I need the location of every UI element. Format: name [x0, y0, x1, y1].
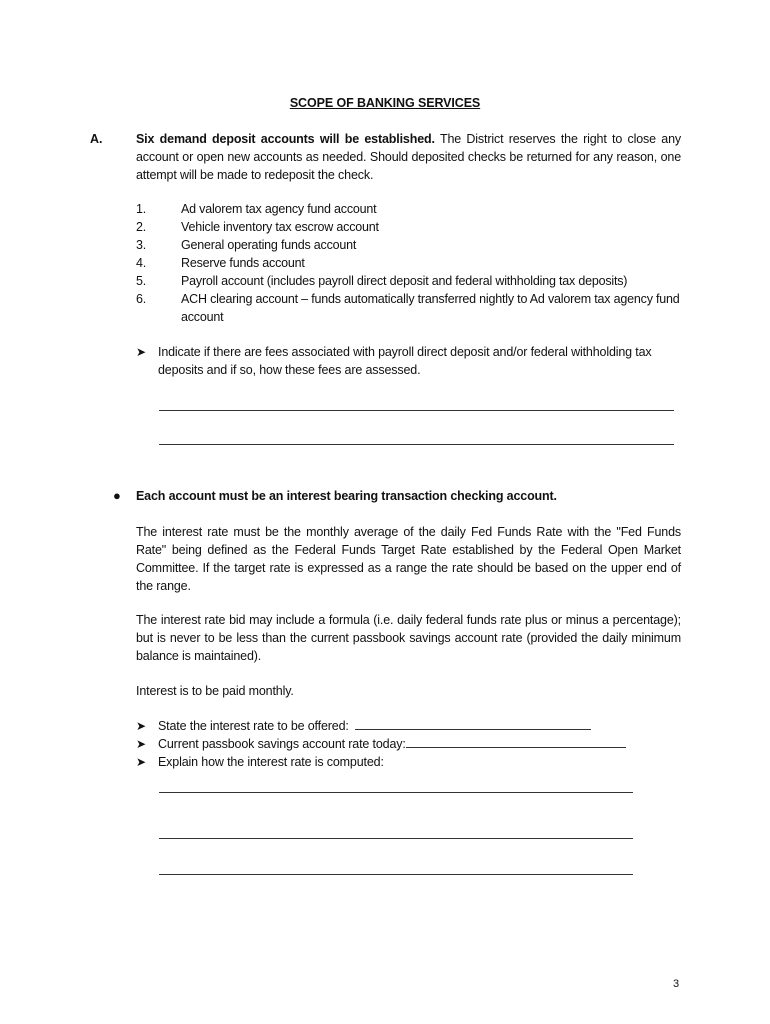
computation-answer-line-3[interactable]	[159, 874, 633, 875]
page-title: SCOPE OF BANKING SERVICES	[289, 96, 481, 110]
list-item-text: Reserve funds account	[181, 256, 305, 270]
list-item-text: ACH clearing account – funds automatically transferred nightly to Ad valorem tax agency fund account	[181, 292, 680, 324]
list-item-number: 2.	[136, 220, 147, 234]
passbook-rate-prompt-text: Current passbook savings account rate today:	[158, 737, 406, 751]
list-item	[136, 218, 681, 236]
arrow-bullet-icon: ➤	[136, 345, 146, 359]
interest-computation-prompt	[136, 753, 384, 771]
arrow-bullet-icon: ➤	[136, 719, 146, 733]
list-item-number: 1.	[136, 202, 147, 216]
interest-paragraph-3: Interest is to be paid monthly.	[136, 684, 294, 698]
page-number: 3	[673, 978, 680, 990]
interest-paragraph-1: The interest rate must be the monthly average of the daily Fed Funds Rate with the "Fed Funds Rate" being defined as the Federal Funds Target Rate established by the Federal Open Market Committee. If the target rate is expressed as a range the rate should be based on the upper end of the range.	[136, 525, 681, 593]
list-item	[136, 200, 681, 218]
section-a-heading: Six demand deposit accounts will be established.	[136, 132, 435, 146]
list-item-number: 5.	[136, 274, 147, 288]
fees-prompt-text: Indicate if there are fees associated with payroll direct deposit and/or federal withholding tax deposits and if so, how these fees are assessed.	[158, 345, 652, 377]
interest-computation-prompt-text: Explain how the interest rate is computed:	[158, 755, 384, 769]
arrow-bullet-icon: ➤	[136, 755, 146, 769]
interest-rate-prompt	[136, 717, 591, 735]
accounts-list	[136, 200, 681, 326]
fees-prompt	[136, 343, 681, 379]
list-item-number: 4.	[136, 256, 147, 270]
list-item-text: Ad valorem tax agency fund account	[181, 202, 377, 216]
list-item-text: General operating funds account	[181, 238, 357, 252]
fees-answer-line-1[interactable]	[159, 410, 674, 411]
list-item	[136, 290, 681, 326]
section-a-text: The District reserves the right to close any account or open new accounts as needed. Should deposited checks be returned for any reason, one attempt will be made to redeposit the check.	[136, 132, 682, 182]
list-item-number: 6.	[136, 292, 147, 306]
computation-answer-line-1[interactable]	[159, 792, 633, 793]
interest-paragraph-2: The interest rate bid may include a formula (i.e. daily federal funds rate plus or minus a percentage); but is never to be less than the current passbook savings account rate (provided the daily minimum balance is maintained).	[136, 613, 681, 663]
bullet-icon: ●	[113, 488, 121, 503]
list-item	[136, 254, 681, 272]
interest-rate-answer-line[interactable]	[355, 717, 591, 730]
list-item	[136, 272, 681, 290]
list-item	[136, 236, 681, 254]
passbook-rate-prompt	[136, 735, 626, 753]
interest-heading: Each account must be an interest bearing transaction checking account.	[136, 489, 557, 503]
arrow-bullet-icon: ➤	[136, 737, 146, 751]
list-item-number: 3.	[136, 238, 147, 252]
fees-answer-line-2[interactable]	[159, 444, 674, 445]
computation-answer-line-2[interactable]	[159, 838, 633, 839]
list-item-text: Payroll account (includes payroll direct deposit and federal withholding tax deposits)	[181, 274, 628, 288]
interest-rate-prompt-text: State the interest rate to be offered:	[158, 719, 349, 733]
passbook-rate-answer-line[interactable]	[406, 735, 626, 748]
section-label: A.	[90, 132, 103, 146]
list-item-text: Vehicle inventory tax escrow account	[181, 220, 379, 234]
section-a-paragraph	[136, 130, 681, 184]
